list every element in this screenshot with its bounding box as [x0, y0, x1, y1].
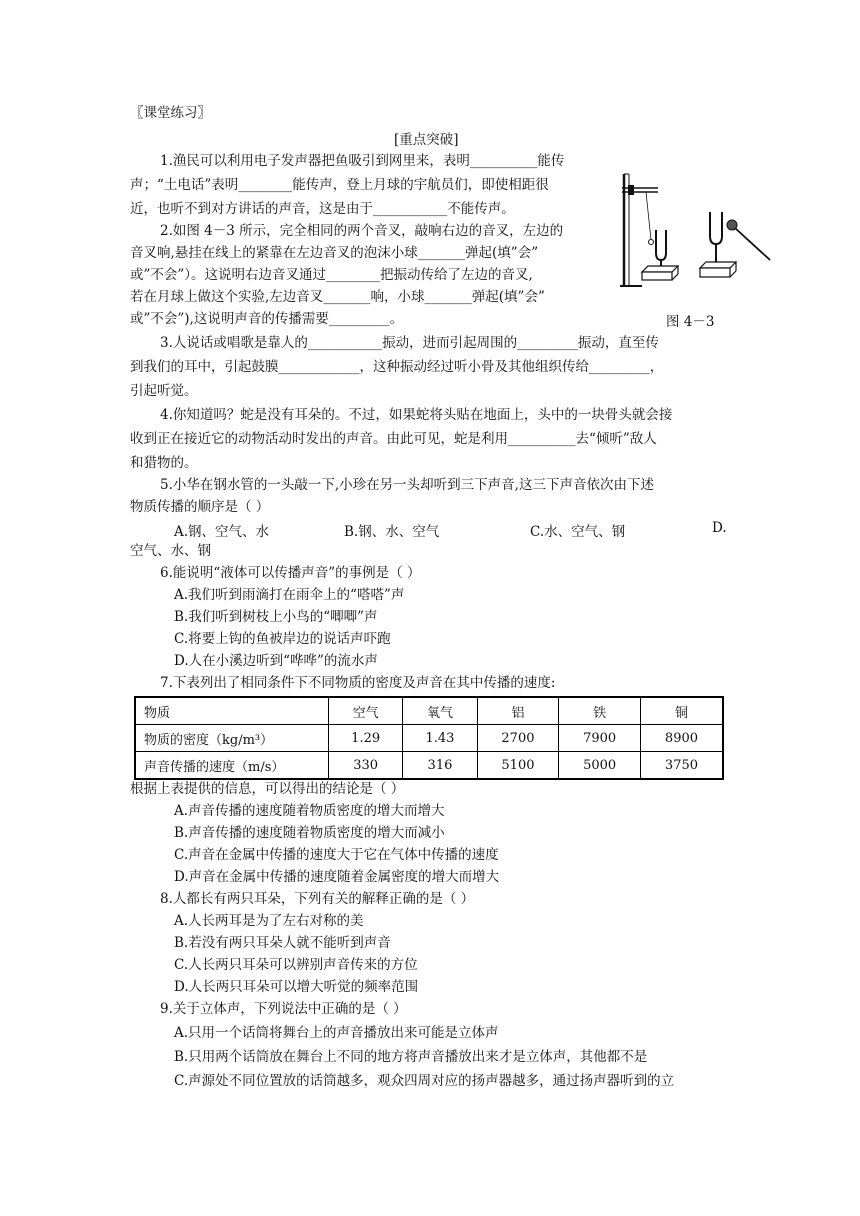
table-cell: 8900 [640, 725, 723, 752]
table-header-cell: 铁 [559, 697, 641, 725]
table-cell: 1.29 [329, 725, 403, 752]
q5-line: 5.小华在钢水管的一头敲一下,小珍在另一头却听到三下声音,这三下声音依次由下述 [160, 477, 654, 493]
q6-option: A.我们听到雨滴打在雨伞上的“嗒嗒”声 [174, 587, 405, 603]
density-speed-table [134, 696, 724, 780]
q4-line: 和猎物的。 [130, 455, 198, 471]
table-row [135, 752, 723, 780]
q3-line: 到我们的耳中，引起鼓膜____________，这种振动经过听小骨及其他组织传给_________， [130, 359, 664, 375]
q3-line: 3.人说话或唱歌是靠人的___________振动，进而引起周围的_________振动，直至传 [160, 335, 659, 351]
tuning-fork-figure [618, 168, 778, 302]
q9-option: A.只用一个话筒将舞台上的声音播放出来可能是立体声 [174, 1025, 499, 1041]
table-cell: 3750 [640, 752, 723, 780]
q2-line: 或”不会”）。这说明右边音叉通过________把振动传给了左边的音叉, [130, 267, 533, 283]
q8-option: B.若没有两只耳朵人就不能听到声音 [174, 935, 391, 951]
q5-option: D. [712, 520, 727, 536]
q1-line: 1.渔民可以利用电子发声器把鱼吸引到网里来，表明__________能传 [160, 153, 565, 169]
q3-line: 引起听觉。 [130, 383, 198, 399]
q7-option: D.声音在金属中传播的速度随着金属密度的增大而增大 [174, 869, 500, 885]
q2-line: 音叉响,悬挂在线上的紧靠在左边音叉的泡沫小球_______弹起(填”会” [130, 245, 539, 261]
q2-line: 或”不会”),这说明声音的传播需要_________。 [130, 311, 404, 327]
table-cell: 330 [329, 752, 403, 780]
table-header-cell: 铜 [640, 697, 723, 725]
figure-caption: 图 4－3 [666, 314, 715, 330]
table-header-cell: 空气 [329, 697, 403, 725]
table-cell: 2700 [477, 725, 559, 752]
q7-follow: 根据上表提供的信息，可以得出的结论是（ ） [130, 781, 405, 797]
table-cell: 7900 [559, 725, 641, 752]
q1-line: 声；“土电话”表明________能传声，登上月球的宇航员们，即使相距很 [130, 177, 549, 193]
table-cell: 5000 [559, 752, 641, 780]
sub-title: [重点突破] [394, 132, 459, 148]
q7-option: B.声音传播的速度随着物质密度的增大而减小 [174, 825, 445, 841]
q7-option: A.声音传播的速度随着物质密度的增大而增大 [174, 803, 445, 819]
q9-line: 9.关于立体声，下列说法中正确的是（ ） [160, 1001, 407, 1017]
q4-line: 收到正在接近它的动物活动时发出的声音。由此可见，蛇是利用__________去“倾听”敌人 [130, 431, 657, 447]
table-cell: 物质的密度（kg/m³） [135, 725, 329, 752]
table-cell: 316 [403, 752, 477, 780]
q8-line: 8.人都长有两只耳朵，下列有关的解释正确的是（ ） [160, 891, 475, 907]
q9-option: B.只用两个话筒放在舞台上不同的地方将声音播放出来才是立体声，其他都不是 [174, 1049, 648, 1065]
q8-option: C.人长两只耳朵可以辨别声音传来的方位 [174, 957, 418, 973]
table-header-cell: 氧气 [403, 697, 477, 725]
q6-option: B.我们听到树枝上小鸟的“唧唧”声 [174, 609, 378, 625]
q6-option: D.人在小溪边听到“哗哗”的流水声 [174, 653, 378, 669]
table-cell: 1.43 [403, 725, 477, 752]
q5-line: 物质传播的顺序是（ ） [130, 499, 270, 515]
q7-line: 7.下表列出了相同条件下不同物质的密度及声音在其中传播的速度: [160, 675, 556, 691]
q2-line: 2.如图 4－3 所示，完全相同的两个音叉，敲响右边的音叉，左边的 [160, 223, 564, 239]
table-row [135, 725, 723, 752]
q8-option: D.人长两只耳朵可以增大听觉的频率范围 [174, 979, 419, 995]
section-title: 〖课堂练习〗 [130, 105, 211, 121]
table-header-cell: 铝 [477, 697, 559, 725]
q8-option: A.人长两耳是为了左右对称的美 [174, 913, 364, 929]
q5-option: C.水、空气、钢 [530, 524, 626, 540]
q2-line: 若在月球上做这个实验,左边音叉_______响，小球_______弹起(填”会” [130, 289, 545, 305]
q4-line: 4.你知道吗？蛇是没有耳朵的。不过，如果蛇将头贴在地面上，头中的一块骨头就会接 [160, 407, 673, 423]
q6-line: 6.能说明“液体可以传播声音”的事例是（ ） [160, 565, 421, 581]
q7-option: C.声音在金属中传播的速度大于它在气体中传播的速度 [174, 847, 499, 863]
q9-option: C.声源处不同位置放的话筒越多，观众四周对应的扬声器越多，通过扬声器听到的立 [174, 1073, 675, 1089]
q5-option: B.钢、水、空气 [344, 524, 440, 540]
table-cell: 5100 [477, 752, 559, 780]
table-cell: 声音传播的速度（m/s） [135, 752, 329, 780]
table-header-cell: 物质 [135, 697, 329, 725]
q1-line: 近，也听不到对方讲话的声音，这是由于___________不能传声。 [130, 201, 515, 217]
table-row [135, 697, 723, 725]
q6-option: C.将要上钩的鱼被岸边的说话声吓跑 [174, 631, 391, 647]
q5-option: 空气、水、钢 [130, 543, 211, 559]
q5-option: A.钢、空气、水 [174, 524, 270, 540]
